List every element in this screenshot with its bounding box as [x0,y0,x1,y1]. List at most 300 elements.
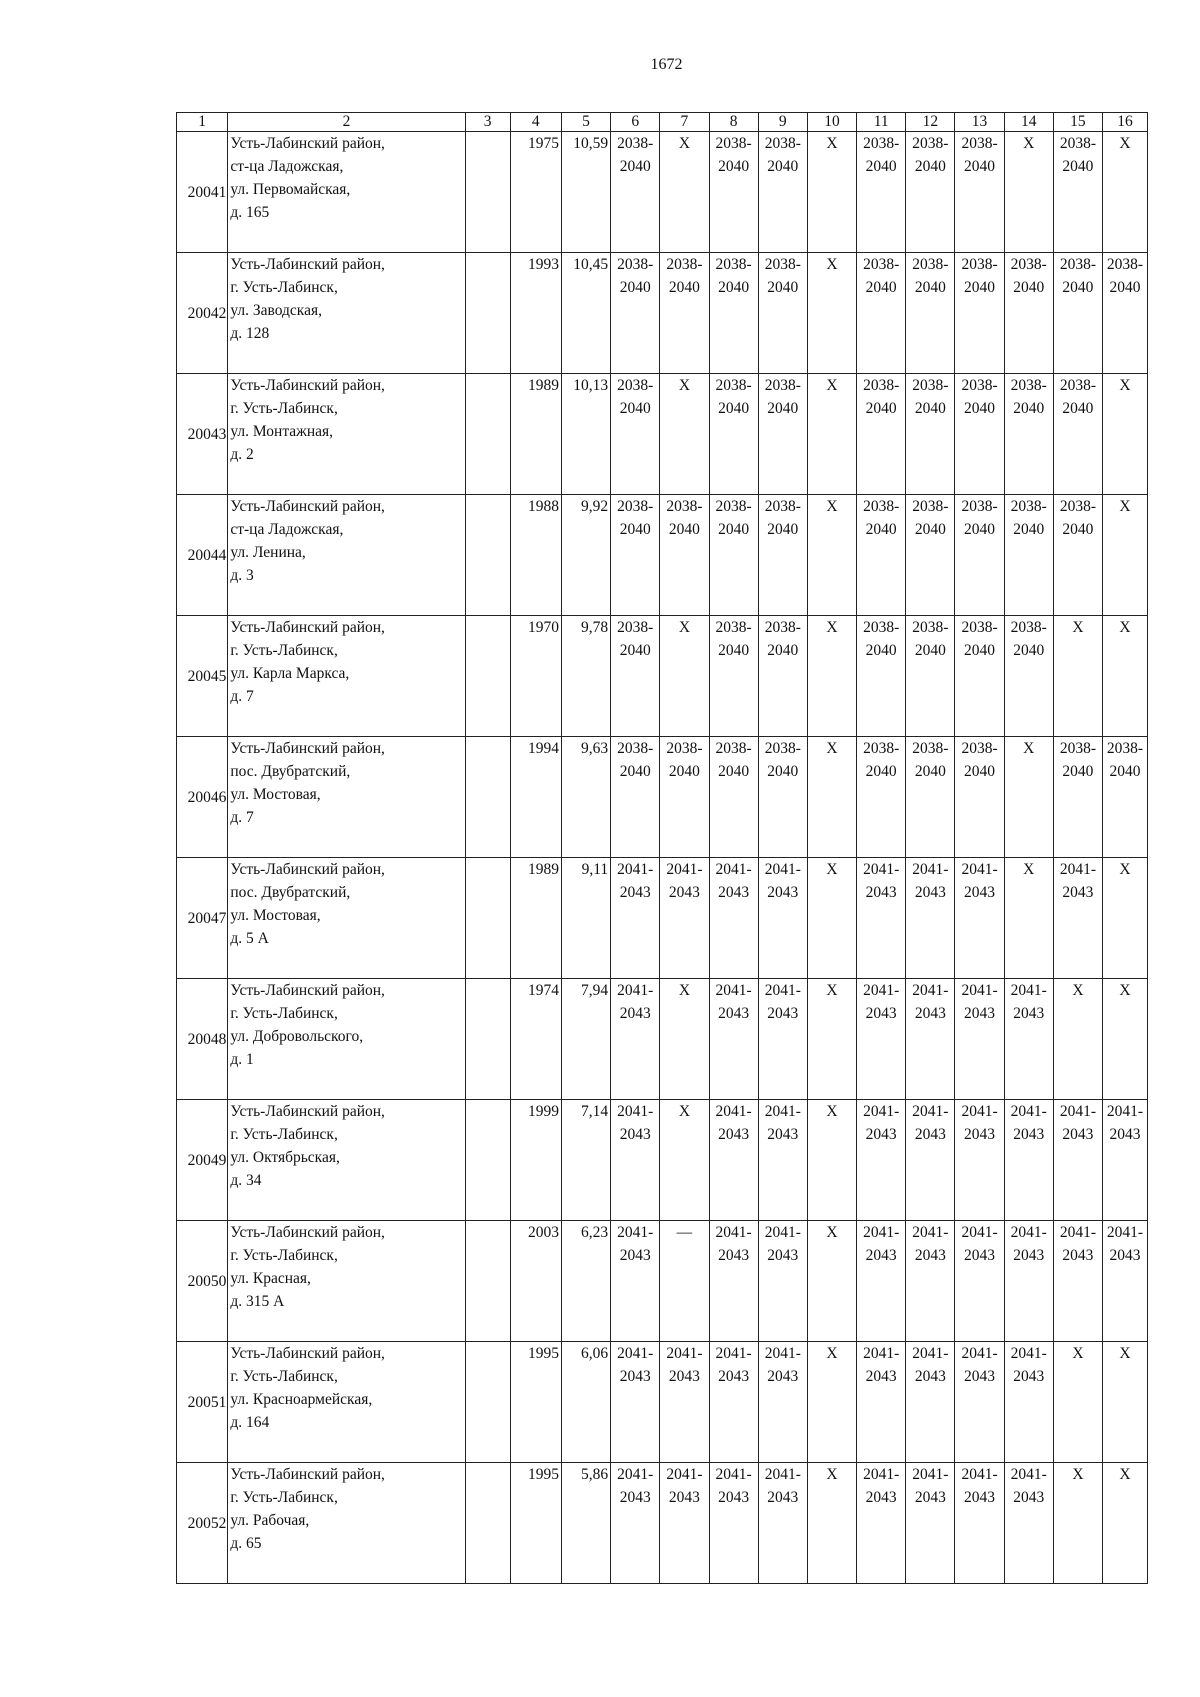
table-row [177,616,1148,737]
column-3-cell [465,858,510,979]
period-cell-col-12-text: 2038- 2040 [912,377,949,417]
period-cell-col-6 [611,737,660,858]
row-number-text: 20048 [187,1030,227,1048]
period-cell-col-7-text: 2038- 2040 [666,256,703,296]
period-cell-col-7 [660,737,709,858]
table-row [177,979,1148,1100]
period-cell-col-9-text: 2041- 2043 [764,982,801,1022]
period-cell-col-11-text: 2041- 2043 [863,1466,900,1506]
period-cell-col-7 [660,1463,709,1584]
period-cell-col-9 [758,1342,807,1463]
period-cell-col-15 [1053,132,1102,253]
period-cell-col-15-text: 2041- 2043 [1059,861,1096,901]
period-cell-col-6 [611,1463,660,1584]
period-cell-col-7 [660,1221,709,1342]
period-cell-col-13-text: 2041- 2043 [961,1103,998,1143]
column-3-cell [465,495,510,616]
period-cell-col-9 [758,737,807,858]
period-cell-col-9 [758,132,807,253]
period-cell-col-12-text: 2038- 2040 [912,498,949,538]
period-cell-col-10-text: X [826,1103,838,1120]
period-cell-col-13-text: 2038- 2040 [961,740,998,780]
period-cell-col-13 [955,253,1004,374]
period-cell-col-6-text: 2041- 2043 [617,982,654,1022]
year-cell-text: 1989 [527,377,559,394]
period-cell-col-11-text: 2038- 2040 [863,377,900,417]
period-cell-col-6-text: 2038- 2040 [617,256,654,296]
period-cell-col-12 [906,253,955,374]
period-cell-col-10-text: X [826,377,838,394]
row-number-text: 20042 [187,304,227,322]
year-cell-text: 1989 [527,861,559,878]
period-cell-col-8 [709,253,758,374]
period-cell-col-13-text: 2041- 2043 [961,982,998,1022]
period-cell-col-10 [807,132,856,253]
register-table [176,112,1148,1584]
period-cell-col-11 [857,495,906,616]
period-cell-col-6-text: 2041- 2043 [617,1466,654,1506]
column-3-cell [465,1100,510,1221]
address-cell [228,1221,465,1342]
period-cell-col-12 [906,737,955,858]
row-number-text: 20052 [187,1514,227,1532]
period-cell-col-9 [758,1221,807,1342]
year-cell [510,132,561,253]
period-cell-col-13-text: 2038- 2040 [961,135,998,175]
table-row [177,374,1148,495]
column-header-4: 4 [510,113,561,132]
period-cell-col-9 [758,616,807,737]
period-cell-col-9-text: 2038- 2040 [764,619,801,659]
address-cell-text: Усть-Лабинский район, пос. Двубратский, ул. Мостовая, д. 7 [230,740,385,826]
period-cell-col-12-text: 2041- 2043 [912,1103,949,1143]
row-number [177,374,228,495]
period-cell-col-15-text: 2038- 2040 [1059,256,1096,296]
period-cell-col-15-text: X [1072,1466,1084,1483]
address-cell-text: Усть-Лабинский район, г. Усть-Лабинск, ул. Монтажная, д. 2 [230,377,385,463]
period-cell-col-9 [758,495,807,616]
period-cell-col-10 [807,1342,856,1463]
period-cell-col-14-text: 2041- 2043 [1010,1103,1047,1143]
period-cell-col-6 [611,1342,660,1463]
period-cell-col-14-text: 2038- 2040 [1010,619,1047,659]
period-cell-col-10 [807,737,856,858]
period-cell-col-6 [611,1100,660,1221]
period-cell-col-10 [807,979,856,1100]
period-cell-col-13 [955,616,1004,737]
period-cell-col-16 [1103,737,1148,858]
period-cell-col-15-text: X [1072,1345,1084,1362]
period-cell-col-14-text: X [1023,861,1035,878]
period-cell-col-7-text: 2038- 2040 [666,498,703,538]
period-cell-col-8 [709,1100,758,1221]
year-cell-text: 1975 [527,135,559,152]
value-cell-text: 10,45 [573,256,609,273]
value-cell [561,1342,610,1463]
value-cell-text: 10,59 [573,135,609,152]
value-cell-text: 5,86 [581,1466,609,1483]
year-cell-text: 1993 [527,256,559,273]
period-cell-col-16 [1103,1342,1148,1463]
value-cell-text: 9,11 [581,861,609,878]
row-number [177,132,228,253]
column-3-cell [465,132,510,253]
period-cell-col-14 [1004,1221,1053,1342]
value-cell [561,1100,610,1221]
period-cell-col-12-text: 2041- 2043 [912,1345,949,1385]
period-cell-col-11 [857,253,906,374]
period-cell-col-13 [955,495,1004,616]
period-cell-col-7-text: 2038- 2040 [666,740,703,780]
period-cell-col-7 [660,858,709,979]
year-cell [510,1463,561,1584]
period-cell-col-15 [1053,1100,1102,1221]
year-cell-text: 1995 [527,1345,559,1362]
period-cell-col-7-text: — [676,1224,693,1241]
period-cell-col-15-text: X [1072,619,1084,636]
header-row [177,113,1148,132]
period-cell-col-15 [1053,858,1102,979]
period-cell-col-9-text: 2038- 2040 [764,740,801,780]
row-number-text: 20046 [187,788,227,806]
period-cell-col-14 [1004,495,1053,616]
period-cell-col-14-text: 2041- 2043 [1010,1466,1047,1506]
period-cell-col-13-text: 2041- 2043 [961,861,998,901]
period-cell-col-16 [1103,979,1148,1100]
column-3-cell [465,1463,510,1584]
period-cell-col-7-text: X [678,1103,691,1120]
address-cell-text: Усть-Лабинский район, г. Усть-Лабинск, ул. Рабочая, д. 65 [230,1466,385,1552]
period-cell-col-6-text: 2038- 2040 [617,740,654,780]
period-cell-col-13 [955,737,1004,858]
address-cell [228,737,465,858]
period-cell-col-16-text: 2038- 2040 [1106,256,1144,296]
period-cell-col-8 [709,616,758,737]
period-cell-col-12 [906,979,955,1100]
value-cell [561,132,610,253]
period-cell-col-14 [1004,858,1053,979]
period-cell-col-6-text: 2041- 2043 [617,1103,654,1143]
row-number [177,1100,228,1221]
period-cell-col-8-text: 2041- 2043 [715,1103,752,1143]
period-cell-col-8-text: 2038- 2040 [715,740,752,780]
period-cell-col-12-text: 2038- 2040 [912,740,949,780]
value-cell [561,737,610,858]
year-cell-text: 1970 [527,619,559,636]
period-cell-col-14 [1004,132,1053,253]
period-cell-col-8 [709,1463,758,1584]
period-cell-col-13-text: 2041- 2043 [961,1466,998,1506]
period-cell-col-6-text: 2038- 2040 [617,498,654,538]
period-cell-col-6-text: 2041- 2043 [617,1224,654,1264]
period-cell-col-15-text: 2038- 2040 [1059,740,1096,780]
table-row [177,1463,1148,1584]
year-cell [510,1221,561,1342]
period-cell-col-8 [709,495,758,616]
value-cell-text: 7,14 [581,1103,609,1120]
row-number [177,495,228,616]
period-cell-col-14 [1004,616,1053,737]
period-cell-col-13 [955,1342,1004,1463]
period-cell-col-10 [807,495,856,616]
period-cell-col-8-text: 2038- 2040 [715,619,752,659]
table-row [177,132,1148,253]
period-cell-col-7 [660,979,709,1100]
period-cell-col-8 [709,737,758,858]
year-cell [510,374,561,495]
value-cell-text: 9,92 [581,498,609,515]
period-cell-col-12 [906,616,955,737]
period-cell-col-6-text: 2038- 2040 [617,619,654,659]
value-cell-text: 6,23 [581,1224,609,1241]
table-row [177,495,1148,616]
period-cell-col-9 [758,1100,807,1221]
row-number [177,858,228,979]
address-cell [228,1100,465,1221]
column-header-6: 6 [611,113,660,132]
period-cell-col-10-text: X [826,1224,838,1241]
period-cell-col-15-text: 2041- 2043 [1059,1103,1096,1143]
period-cell-col-9 [758,979,807,1100]
address-cell-text: Усть-Лабинский район, ст-ца Ладожская, ул. Ленина, д. 3 [230,498,385,584]
period-cell-col-16 [1103,1221,1148,1342]
period-cell-col-6 [611,1221,660,1342]
column-header-11: 11 [857,113,906,132]
period-cell-col-12-text: 2041- 2043 [912,1466,949,1506]
period-cell-col-10 [807,1221,856,1342]
address-cell-text: Усть-Лабинский район, г. Усть-Лабинск, ул. Октябрьская, д. 34 [230,1103,385,1189]
period-cell-col-6-text: 2038- 2040 [617,377,654,417]
address-cell [228,253,465,374]
period-cell-col-11-text: 2041- 2043 [863,1224,900,1264]
column-header-12: 12 [906,113,955,132]
period-cell-col-9 [758,858,807,979]
year-cell [510,495,561,616]
row-number-text: 20050 [187,1272,227,1290]
year-cell [510,616,561,737]
year-cell [510,253,561,374]
row-number [177,1463,228,1584]
period-cell-col-13-text: 2038- 2040 [961,498,998,538]
period-cell-col-7 [660,616,709,737]
period-cell-col-13 [955,979,1004,1100]
column-header-14: 14 [1004,113,1053,132]
period-cell-col-16 [1103,132,1148,253]
year-cell-text: 1994 [527,740,559,757]
period-cell-col-12 [906,132,955,253]
row-number-text: 20041 [187,183,227,201]
period-cell-col-10-text: X [826,861,838,878]
year-cell-text: 1995 [527,1466,559,1483]
period-cell-col-12-text: 2038- 2040 [912,135,949,175]
period-cell-col-8-text: 2041- 2043 [715,1345,752,1385]
period-cell-col-11 [857,1221,906,1342]
period-cell-col-16 [1103,858,1148,979]
period-cell-col-8-text: 2041- 2043 [715,861,752,901]
period-cell-col-7 [660,1342,709,1463]
period-cell-col-16 [1103,1100,1148,1221]
period-cell-col-6 [611,495,660,616]
table-body [177,132,1148,1584]
value-cell [561,1463,610,1584]
period-cell-col-8 [709,132,758,253]
period-cell-col-11-text: 2038- 2040 [863,619,900,659]
period-cell-col-15 [1053,616,1102,737]
table-row [177,1221,1148,1342]
period-cell-col-10-text: X [826,256,838,273]
row-number [177,253,228,374]
column-3-cell [465,1221,510,1342]
row-number-text: 20049 [187,1151,227,1169]
period-cell-col-12 [906,1100,955,1221]
column-header-7: 7 [660,113,709,132]
period-cell-col-8-text: 2041- 2043 [715,982,752,1022]
period-cell-col-14 [1004,979,1053,1100]
period-cell-col-15 [1053,1463,1102,1584]
period-cell-col-12 [906,1342,955,1463]
period-cell-col-6 [611,132,660,253]
period-cell-col-13-text: 2041- 2043 [961,1345,998,1385]
year-cell-text: 1974 [527,982,559,999]
row-number-text: 20051 [187,1393,227,1411]
column-header-10: 10 [807,113,856,132]
address-cell-text: Усть-Лабинский район, г. Усть-Лабинск, ул. Красная, д. 315 А [230,1224,385,1310]
period-cell-col-13 [955,858,1004,979]
value-cell [561,495,610,616]
row-number [177,737,228,858]
period-cell-col-10-text: X [826,982,838,999]
period-cell-col-13 [955,374,1004,495]
value-cell-text: 7,94 [581,982,609,999]
period-cell-col-10-text: X [826,135,838,152]
period-cell-col-9-text: 2041- 2043 [764,1224,801,1264]
year-cell [510,979,561,1100]
value-cell [561,374,610,495]
period-cell-col-15-text: 2038- 2040 [1059,498,1096,538]
period-cell-col-7-text: X [678,982,691,999]
period-cell-col-9-text: 2041- 2043 [764,1466,801,1506]
address-cell-text: Усть-Лабинский район, г. Усть-Лабинск, ул. Заводская, д. 128 [230,256,385,342]
period-cell-col-11 [857,858,906,979]
period-cell-col-15 [1053,1342,1102,1463]
period-cell-col-14-text: 2041- 2043 [1010,982,1047,1022]
page-number: 1672 [650,56,683,73]
column-header-16: 16 [1103,113,1148,132]
period-cell-col-7-text: 2041- 2043 [666,861,703,901]
period-cell-col-9-text: 2041- 2043 [764,861,801,901]
period-cell-col-12-text: 2041- 2043 [912,1224,949,1264]
period-cell-col-7 [660,495,709,616]
period-cell-col-14-text: 2041- 2043 [1010,1224,1047,1264]
period-cell-col-16-text: X [1119,1466,1131,1483]
period-cell-col-7-text: 2041- 2043 [666,1466,703,1506]
period-cell-col-10 [807,1100,856,1221]
period-cell-col-7 [660,253,709,374]
period-cell-col-16-text: X [1119,982,1131,999]
period-cell-col-9 [758,374,807,495]
period-cell-col-15 [1053,495,1102,616]
year-cell [510,858,561,979]
period-cell-col-8-text: 2041- 2043 [715,1224,752,1264]
address-cell [228,1342,465,1463]
column-header-3: 3 [465,113,510,132]
period-cell-col-11 [857,1463,906,1584]
period-cell-col-8 [709,1221,758,1342]
period-cell-col-9-text: 2038- 2040 [764,256,801,296]
period-cell-col-7-text: X [678,377,691,394]
column-header-13: 13 [955,113,1004,132]
table-row [177,1342,1148,1463]
period-cell-col-9-text: 2041- 2043 [764,1103,801,1143]
column-3-cell [465,737,510,858]
column-header-15: 15 [1053,113,1102,132]
row-number [177,1342,228,1463]
table-row [177,858,1148,979]
period-cell-col-13-text: 2038- 2040 [961,377,998,417]
period-cell-col-11 [857,737,906,858]
period-cell-col-7-text: 2041- 2043 [666,1345,703,1385]
period-cell-col-10 [807,1463,856,1584]
period-cell-col-14-text: 2038- 2040 [1010,377,1047,417]
period-cell-col-11-text: 2038- 2040 [863,256,900,296]
period-cell-col-9-text: 2038- 2040 [764,498,801,538]
period-cell-col-14 [1004,1463,1053,1584]
column-3-cell [465,979,510,1100]
year-cell [510,737,561,858]
period-cell-col-9-text: 2038- 2040 [764,377,801,417]
period-cell-col-8 [709,374,758,495]
year-cell [510,1100,561,1221]
address-cell [228,616,465,737]
period-cell-col-11-text: 2041- 2043 [863,982,900,1022]
period-cell-col-11-text: 2038- 2040 [863,740,900,780]
period-cell-col-15-text: 2041- 2043 [1059,1224,1096,1264]
column-3-cell [465,253,510,374]
period-cell-col-8-text: 2038- 2040 [715,377,752,417]
table-row [177,1100,1148,1221]
period-cell-col-9 [758,253,807,374]
table-row [177,253,1148,374]
period-cell-col-10-text: X [826,1466,838,1483]
period-cell-col-12-text: 2038- 2040 [912,256,949,296]
period-cell-col-10 [807,253,856,374]
period-cell-col-16-text: 2041- 2043 [1106,1103,1144,1143]
period-cell-col-15 [1053,374,1102,495]
period-cell-col-9-text: 2038- 2040 [764,135,801,175]
period-cell-col-15 [1053,979,1102,1100]
address-cell-text: Усть-Лабинский район, г. Усть-Лабинск, ул. Добровольского, д. 1 [230,982,385,1068]
period-cell-col-8 [709,979,758,1100]
period-cell-col-12-text: 2041- 2043 [912,982,949,1022]
period-cell-col-11 [857,616,906,737]
period-cell-col-16-text: X [1119,619,1131,636]
period-cell-col-12-text: 2038- 2040 [912,619,949,659]
period-cell-col-7 [660,132,709,253]
period-cell-col-11-text: 2038- 2040 [863,498,900,538]
period-cell-col-10-text: X [826,619,838,636]
period-cell-col-8-text: 2038- 2040 [715,135,752,175]
period-cell-col-15-text: X [1072,982,1084,999]
period-cell-col-11 [857,1342,906,1463]
period-cell-col-10-text: X [826,498,838,515]
period-cell-col-6-text: 2038- 2040 [617,135,654,175]
value-cell-text: 9,78 [581,619,609,636]
row-number [177,1221,228,1342]
value-cell [561,253,610,374]
period-cell-col-10 [807,858,856,979]
period-cell-col-16-text: 2041- 2043 [1106,1224,1144,1264]
period-cell-col-12 [906,495,955,616]
